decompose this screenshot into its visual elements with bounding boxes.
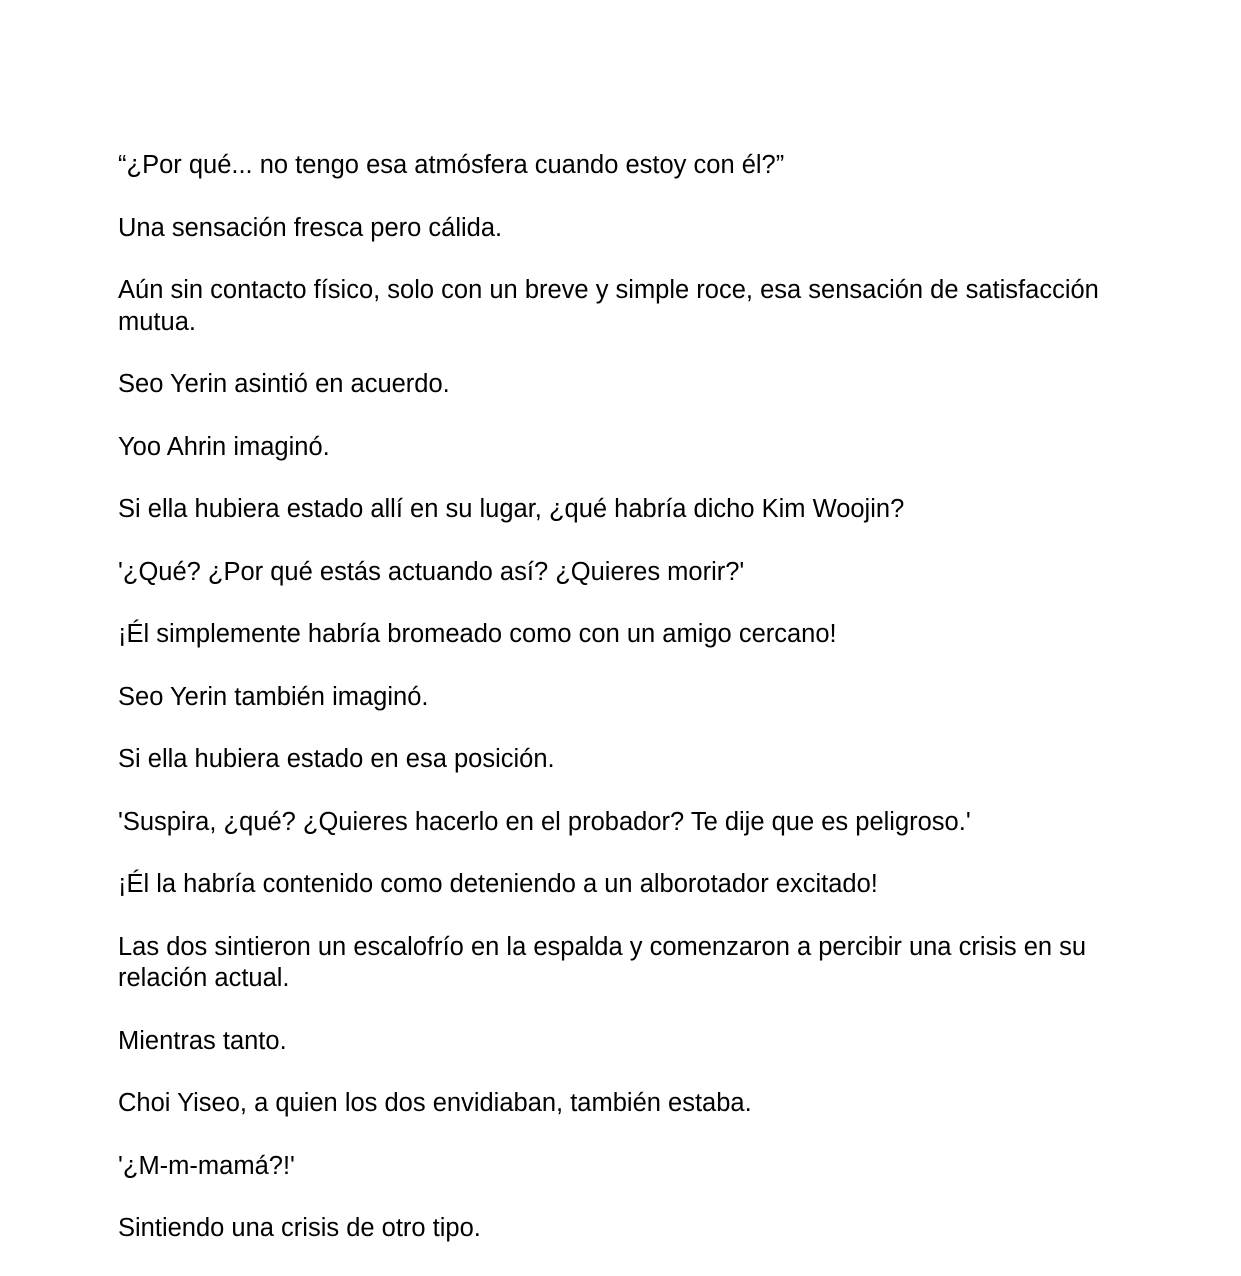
paragraph: Mientras tanto. — [118, 1026, 287, 1055]
paragraph: ¡Él la habría contenido como deteniendo a un alborotador excitado! — [118, 870, 878, 898]
paragraph: '¿Qué? ¿Por qué estás actuando así? ¿Quieres morir?' — [118, 557, 745, 586]
paragraph: 'Suspira, ¿qué? ¿Quieres hacerlo en el probador? Te dije que es peligroso.' — [118, 807, 971, 836]
paragraph: “¿Por qué... no tengo esa atmósfera cuando estoy con él?” — [118, 151, 785, 179]
paragraph: Si ella hubiera estado allí en su lugar, ¿qué habría dicho Kim Woojin? — [118, 495, 905, 523]
paragraph: Las dos sintieron un escalofrío en la espalda y comenzaron a percibir una crisis en su relación actual. — [118, 932, 1087, 992]
paragraph: Una sensación fresca pero cálida. — [118, 213, 503, 242]
paragraph: '¿M-m-mamá?!' — [118, 1151, 295, 1180]
paragraph: Si ella hubiera estado en esa posición. — [118, 745, 555, 773]
paragraph: Aún sin contacto físico, solo con un breve y simple roce, esa sensación de satisfacción mutua. — [118, 276, 1099, 336]
paragraph: Seo Yerin también imaginó. — [118, 682, 429, 711]
paragraph: ¡Él simplemente habría bromeado como con un amigo cercano! — [118, 620, 837, 648]
document-body — [118, 150, 1128, 1276]
paragraph: Yoo Ahrin imaginó. — [118, 432, 330, 461]
paragraph: Choi Yiseo, a quien los dos envidiaban, también estaba. — [118, 1089, 752, 1117]
paragraph: Seo Yerin asintió en acuerdo. — [118, 370, 450, 398]
paragraph: Sintiendo una crisis de otro tipo. — [118, 1214, 481, 1242]
